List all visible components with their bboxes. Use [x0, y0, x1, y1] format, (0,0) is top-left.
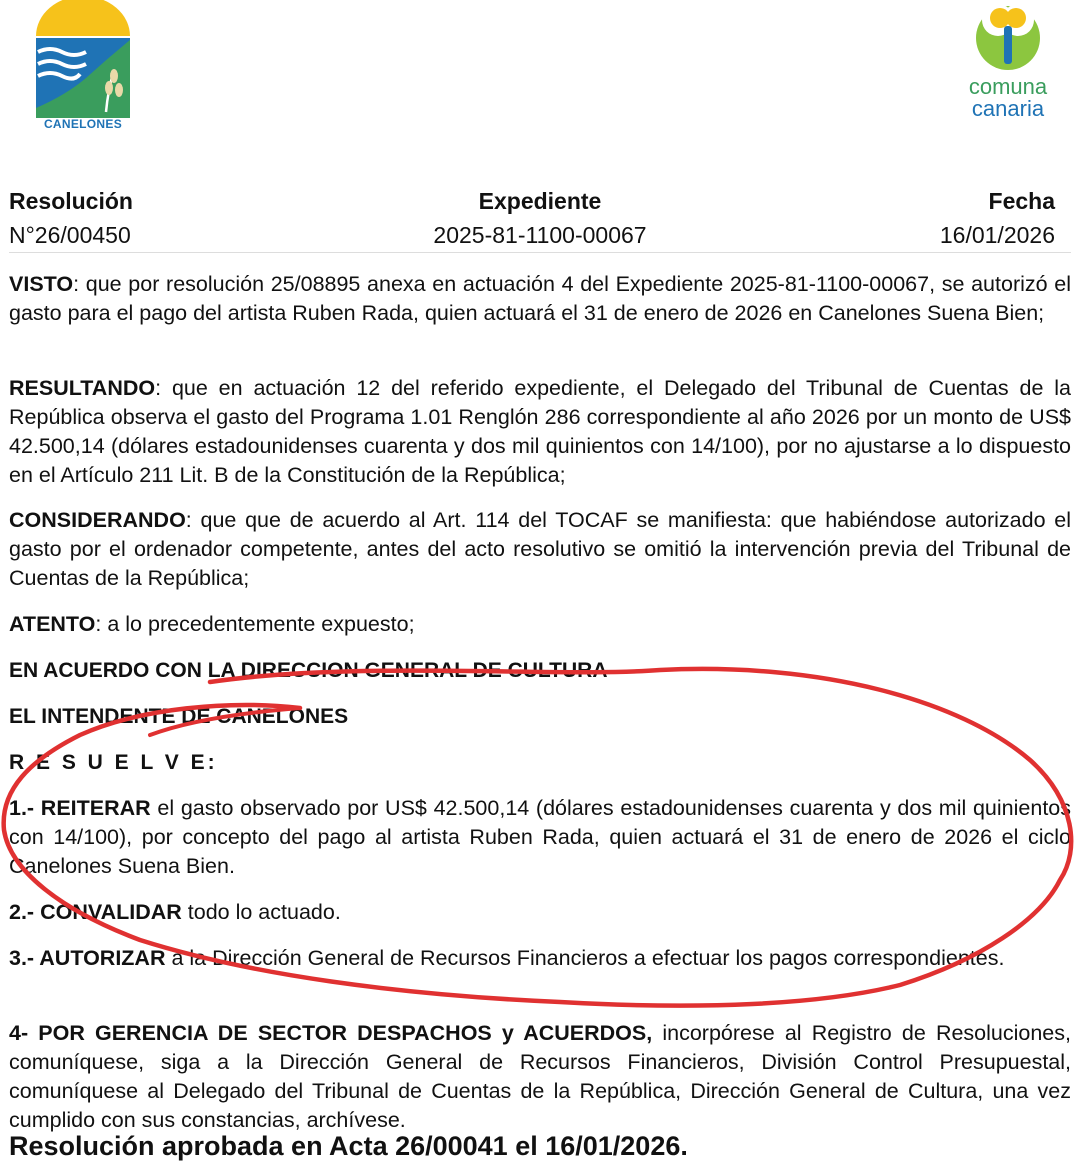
header-divider — [9, 252, 1071, 253]
atento-text: : a lo precedentemente expuesto; — [95, 612, 415, 636]
visto-text: : que por resolución 25/08895 anexa en actuación 4 del Expediente 2025-81-1100-00067, se autorizó el gasto para el pago del artista Ruben Rada, quien actuará el 31 de enero de 2026 en Canelones Suena Bien; — [9, 272, 1071, 325]
acuerdo-line: EN ACUERDO CON LA DIRECCION GENERAL DE CULTURA — [9, 659, 608, 682]
considerando-text: : que que de acuerdo al Art. 114 del TOCAF se manifiesta: que habiéndose autorizado el gasto por el ordenador competente, antes del acto resolutivo se omitió la intervención previa del Tribunal de Cuentas de la República; — [9, 508, 1071, 590]
item-2-label: 2.- CONVALIDAR — [9, 900, 182, 924]
fecha-value: 16/01/2026 — [939, 222, 1055, 248]
expediente-value: 2025-81-1100-00067 — [433, 222, 647, 248]
considerando-paragraph — [9, 506, 1071, 593]
intendente-line: EL INTENDENTE DE CANELONES — [9, 705, 349, 728]
atento-label: ATENTO — [9, 612, 96, 636]
item-3 — [9, 944, 1071, 973]
item-3-text: a la Dirección General de Recursos Financieros a efectuar los pagos correspondientes. — [165, 946, 1005, 970]
resolucion-value: N°26/00450 — [9, 222, 131, 248]
approval-footer: Resolución aprobada en Acta 26/00041 el 16/01/2026. — [9, 1131, 688, 1161]
resultando-text: : que en actuación 12 del referido expediente, el Delegado del Tribunal de Cuentas de la República observa el gasto del Programa 1.01 Renglón 286 correspondiente al año 2026 por un monto de US$ 42.500,14 (dólares estadounidenses cuarenta y dos mil quinientos con 14/100), por no ajustarse a lo dispuesto en el Artículo 211 Lit. B de la Constitución de la República; — [9, 376, 1071, 487]
item-1 — [9, 794, 1071, 881]
visto-paragraph — [9, 270, 1071, 328]
canelones-logo-text: CANELONES — [43, 117, 123, 131]
item-3-label: 3.- AUTORIZAR — [9, 946, 166, 970]
item-1-label: 1.- REITERAR — [9, 796, 151, 820]
comuna-canaria-emblem-icon — [958, 0, 1058, 74]
fecha-column — [940, 186, 1055, 250]
resolucion-label: Resolución — [9, 188, 133, 214]
item-1-text: el gasto observado por US$ 42.500,14 (dólares estadounidenses cuarenta y dos mil quinientos con 14/100), por concepto del pago al artista Ruben Rada, quien actuará el 31 de enero de 2026 el ciclo Canelones Suena Bien. — [9, 796, 1071, 878]
item-4-label: 4- POR GERENCIA DE SECTOR DESPACHOS y ACUERDOS, — [9, 1021, 653, 1045]
resolucion-column — [9, 186, 133, 250]
atento-paragraph — [9, 610, 1071, 639]
canelones-emblem-icon — [36, 0, 130, 118]
comuna-canaria-logo — [958, 0, 1058, 130]
considerando-label: CONSIDERANDO — [9, 508, 186, 532]
canelones-logo — [36, 0, 130, 134]
resultando-label: RESULTANDO — [9, 376, 156, 400]
resultando-paragraph — [9, 374, 1071, 490]
resuelve-line: R E S U E L V E: — [9, 751, 218, 774]
item-2-text: todo lo actuado. — [181, 900, 341, 924]
expediente-column — [433, 186, 646, 250]
comuna-text: comuna — [968, 74, 1048, 99]
item-2 — [9, 898, 1071, 927]
item-4-text: incorpórese al Registro de Resoluciones, comuníquese, siga a la Dirección General de Recursos Financieros, División Control Presupuestal, comuníquese al Delegado del Tribunal de Cuentas de la República, Dirección General de Cultura, una vez cumplido con sus constancias, archívese. — [9, 1021, 1071, 1132]
expediente-label: Expediente — [478, 188, 602, 214]
visto-label: VISTO — [9, 272, 74, 296]
item-4 — [9, 1019, 1071, 1135]
canaria-text: canaria — [971, 96, 1045, 121]
fecha-label: Fecha — [988, 188, 1055, 214]
